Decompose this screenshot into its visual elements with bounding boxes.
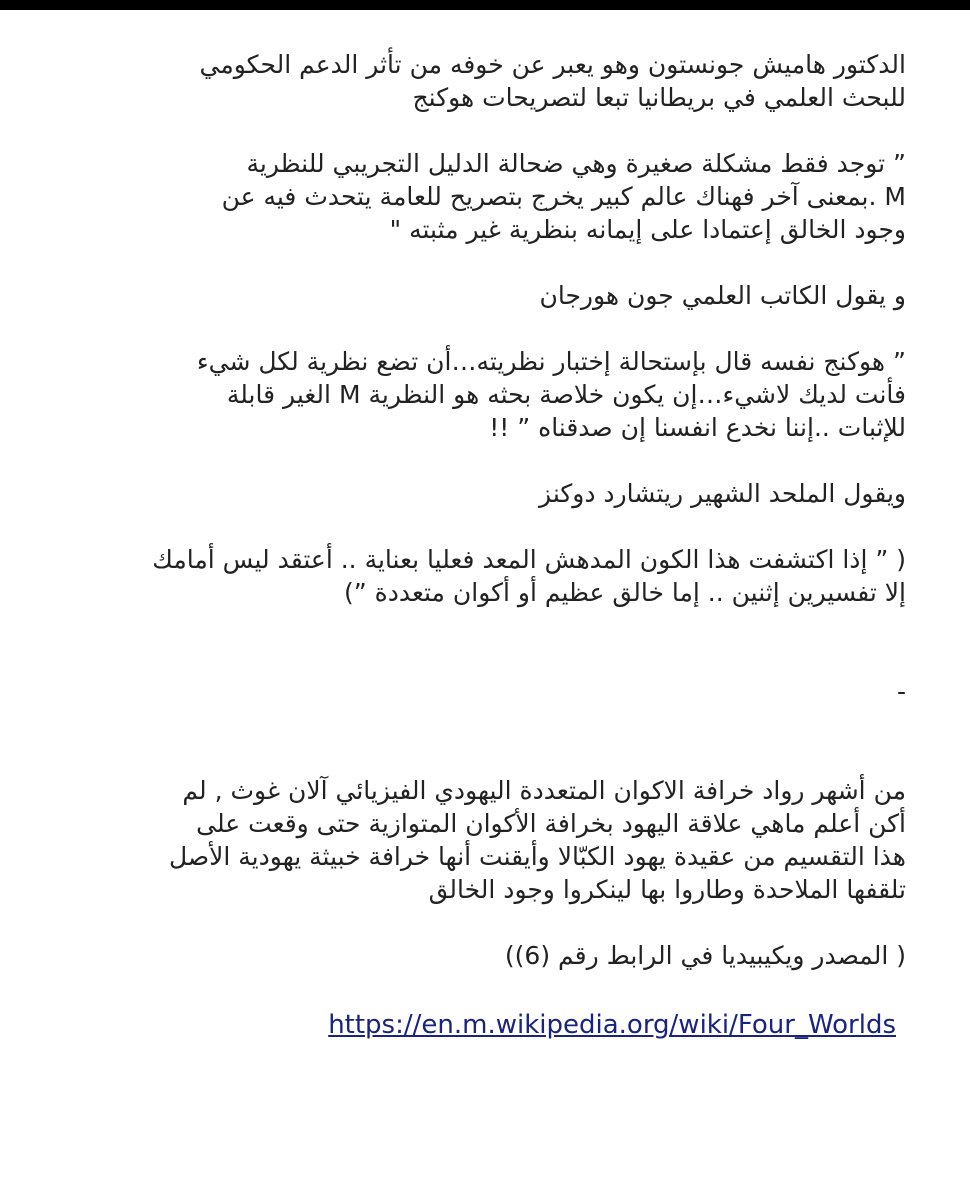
text-line: ” هوكنج نفسه قال بإستحالة إختبار نظريته…أن تضع نظرية لكل شيء	[196, 347, 906, 376]
text-line: أكن أعلم ماهي علاقة اليهود بخرافة الأكوان المتوازية حتى وقعت على	[196, 809, 906, 838]
text-line: ويقول الملحد الشهير ريتشارد دوكنز	[539, 479, 906, 508]
text-line: هذا التقسيم من عقيدة يهود الكبّالا وأيقنت أنها خرافة خبيثة يهودية الأصل	[168, 842, 906, 871]
article-body	[60, 48, 906, 1042]
paragraph-horgan-intro	[60, 279, 906, 312]
paragraph-dawkins-intro	[60, 477, 906, 510]
text-line: ( المصدر ويكيبيديا في الرابط رقم (6))	[504, 941, 906, 970]
top-status-bar	[0, 0, 970, 10]
text-line: من أشهر رواد خرافة الاكوان المتعددة اليهودي الفيزيائي آلان غوث , لم	[182, 776, 906, 805]
paragraph-guth	[60, 774, 906, 906]
paragraph-dawkins-quote	[60, 543, 906, 609]
text-line: ” توجد فقط مشكلة صغيرة وهي ضحالة الدليل التجريبي للنظرية	[246, 149, 906, 178]
link-container	[60, 1008, 906, 1042]
wikipedia-link[interactable]: https://en.m.wikipedia.org/wiki/Four_Worlds	[328, 1010, 896, 1040]
text-line: و يقول الكاتب العلمي جون هورجان	[539, 281, 906, 310]
paragraph-separator	[60, 675, 906, 708]
text-line: الدكتور هاميش جونستون وهو يعبر عن خوفه من تأثر الدعم الحكومي	[199, 50, 906, 79]
paragraph-horgan-quote	[60, 345, 906, 444]
text-line: إلا تفسيرين إثنين .. إما خالق عظيم أو أكوان متعددة ”)	[343, 578, 906, 607]
paragraph-johnston-intro	[60, 48, 906, 114]
text-line: تلقفها الملاحدة وطاروا بها لينكروا وجود الخالق	[428, 875, 906, 904]
paragraph-johnston-quote	[60, 147, 906, 246]
text-line: M .بمعنى آخر فهناك عالم كبير يخرج بتصريح للعامة يتحدث فيه عن	[221, 182, 906, 211]
separator-dash: -	[896, 677, 906, 706]
text-line: فأنت لديك لاشيء…إن يكون خلاصة بحثه هو النظرية M الغير قابلة	[226, 380, 906, 409]
text-line: وجود الخالق إعتمادا على إيمانه بنظرية غير مثبته "	[389, 215, 906, 244]
text-line: للبحث العلمي في بريطانيا تبعا لتصريحات هوكنج	[412, 83, 906, 112]
text-line: للإثبات ..إننا نخدع انفسنا إن صدقناه ” !!	[489, 413, 906, 442]
paragraph-source	[60, 939, 906, 972]
text-line: ( ” إذا اكتشفت هذا الكون المدهش المعد فعليا بعناية .. أعتقد ليس أمامك	[152, 545, 906, 574]
